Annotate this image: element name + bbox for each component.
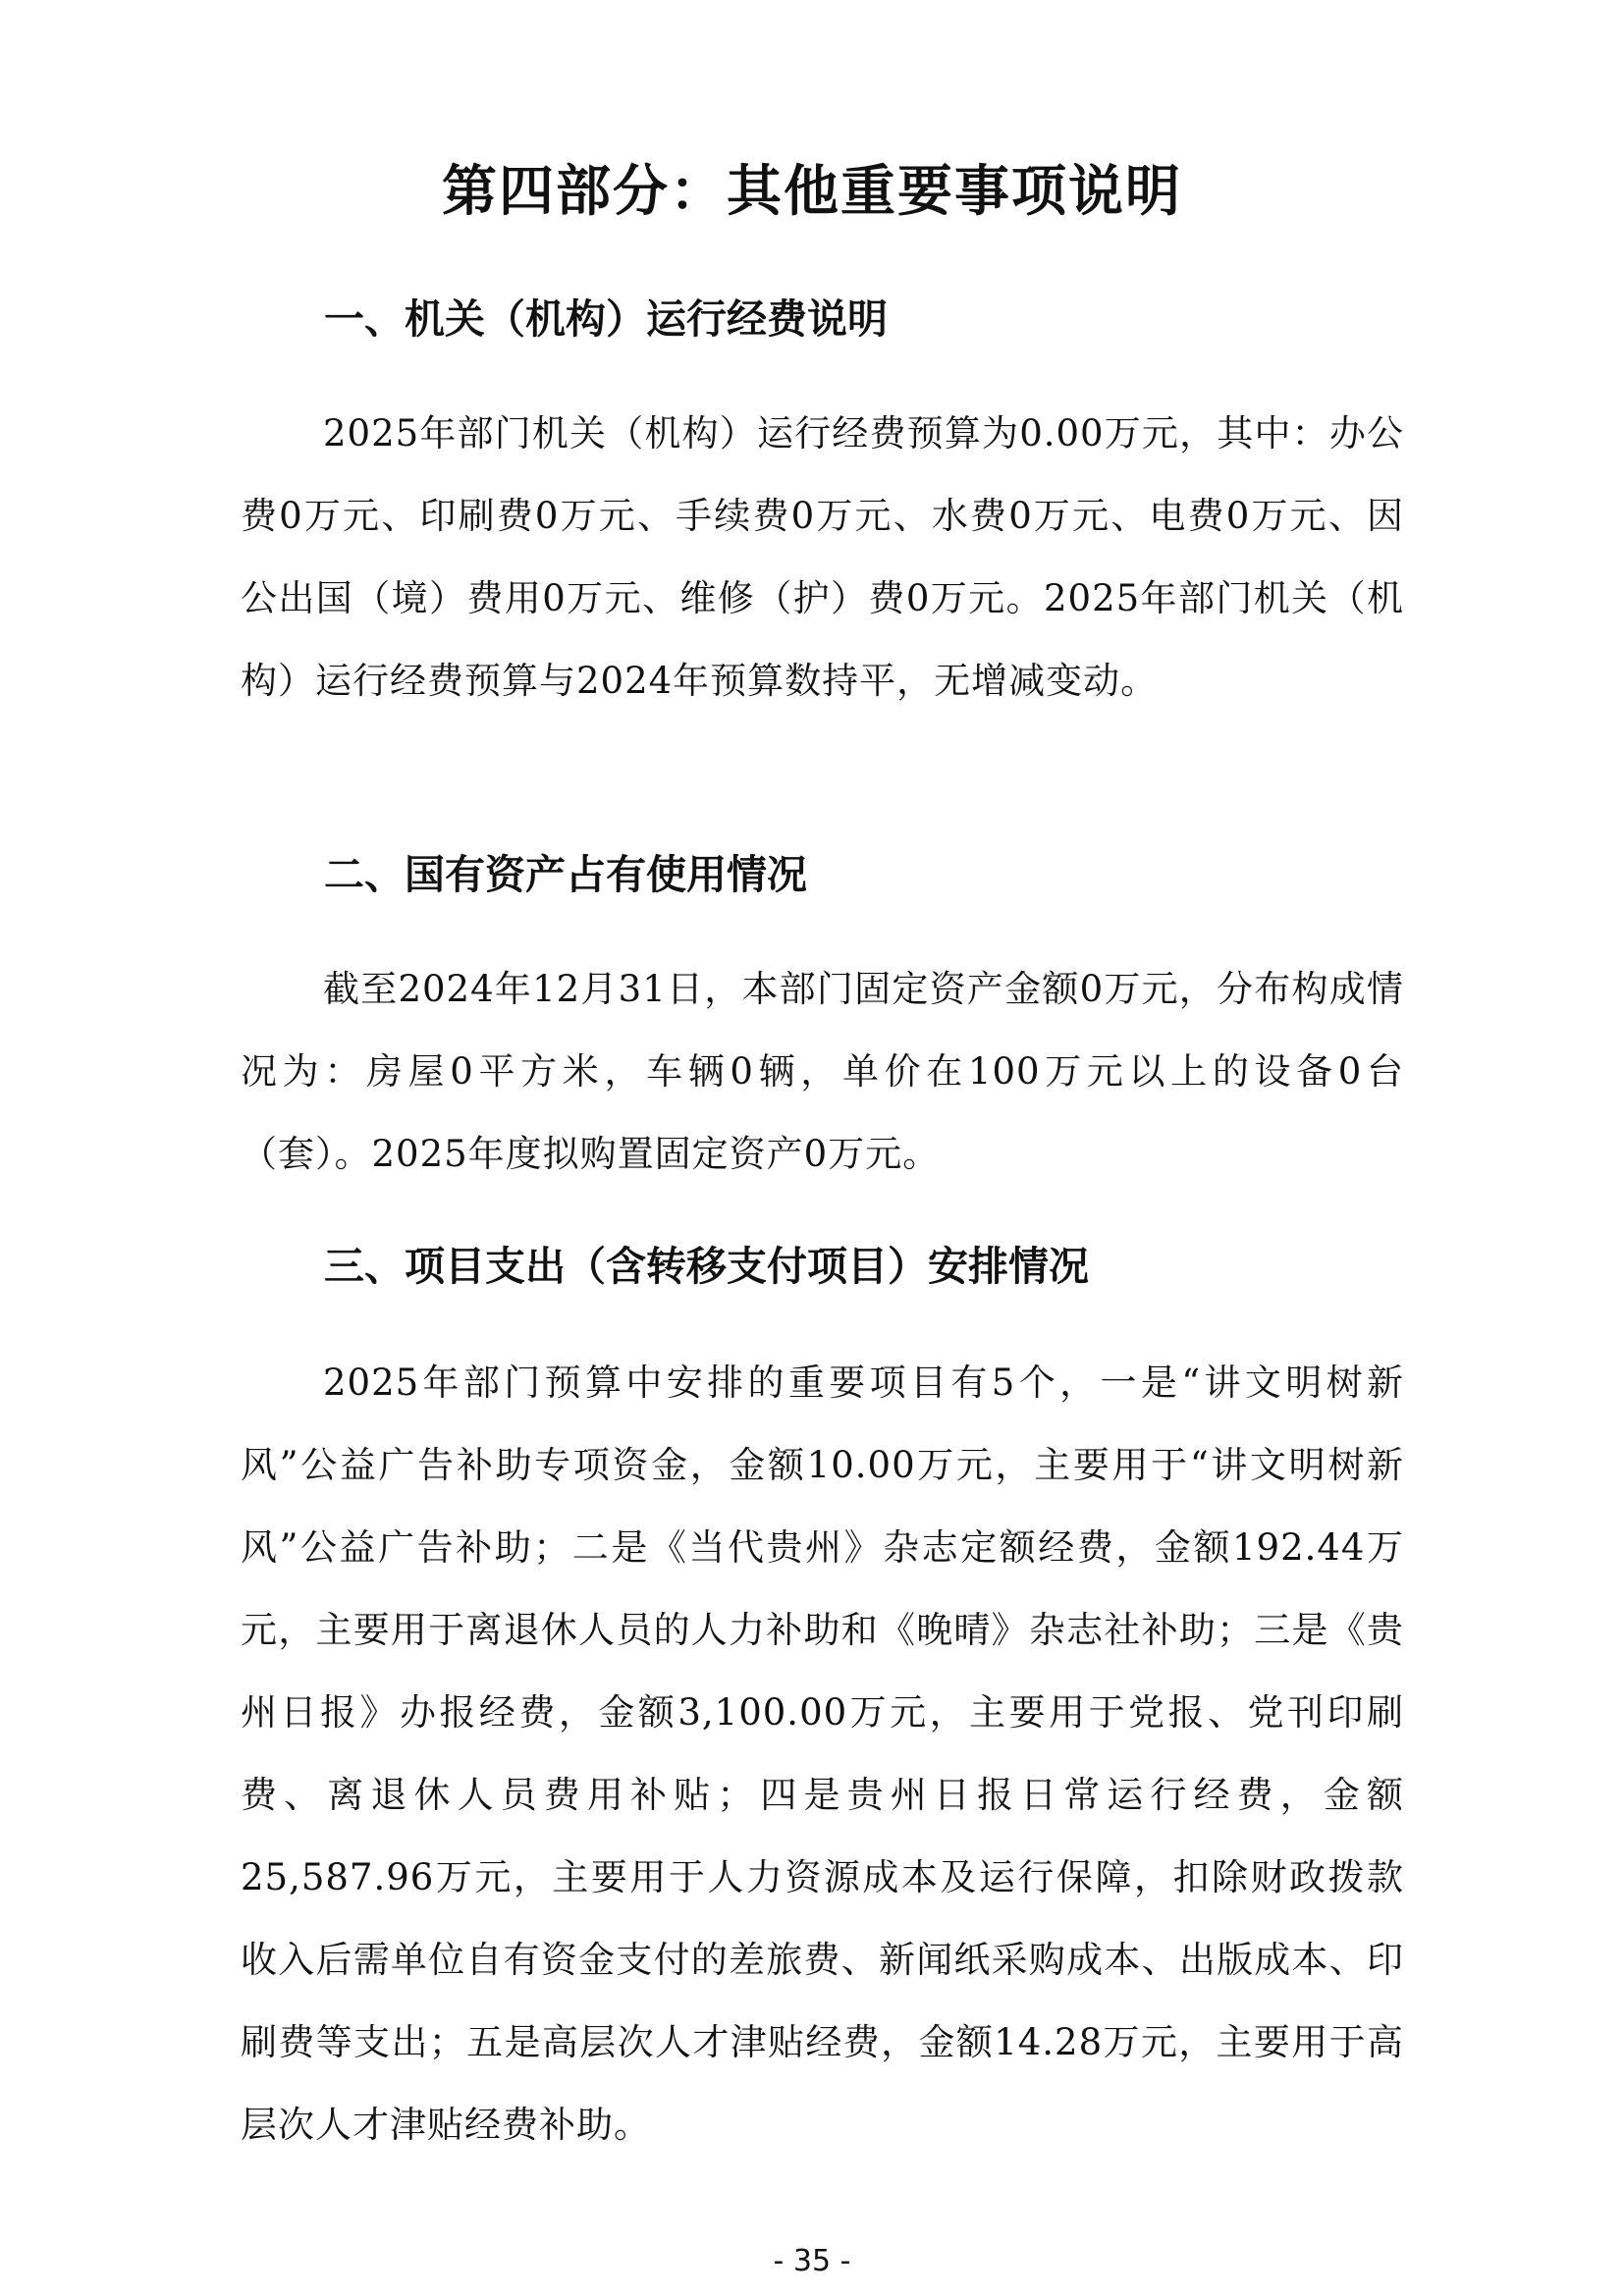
section-heading-1: 一、机关（机构）运行经费说明 [324,295,888,343]
section-paragraph-2: 截至2024年12月31日，本部门固定资产金额0万元，分布构成情况为：房屋0平方米，车辆0辆，单价在100万元以上的设备0台（套）。2025年度拟购置固定资产0万元。 [241,968,1404,1175]
section-heading-2: 二、国有资产占有使用情况 [324,851,807,898]
section-heading-3: 三、项目支出（含转移支付项目）安排情况 [324,1243,1089,1290]
section-paragraph-1: 2025年部门机关（机构）运行经费预算为0.00万元，其中：办公费0万元、印刷费0万元、手续费0万元、水费0万元、电费0万元、因公出国（境）费用0万元、维修（护）费0万元。2025年部门机关（机构）运行经费预算与2024年预算数持平，无增减变动。 [241,412,1404,702]
page-number: - 35 - [773,2244,851,2278]
page-title: 第四部分：其他重要事项说明 [442,160,1182,224]
section-paragraph-3: 2025年部门预算中安排的重要项目有5个，一是“讲文明树新风”公益广告补助专项资金，金额10.00万元，主要用于“讲文明树新风”公益广告补助；二是《当代贵州》杂志定额经费，金额192.44万元，主要用于离退休人员的人力补助和《晚晴》杂志社补助；三是《贵州日报》办报经费，金额3,100.00万元，主要用于党报、党刊印刷费、离退休人员费用补贴；四是贵州日报日常运行经费，金额25,587.96万元，主要用于人力资源成本及运行保障，扣除财政拨款收入后需单位自有资金支付的差旅费、新闻纸采购成本、出版成本、印刷费等支出；五是高层次人才津贴经费，金额14.28万元，主要用于高层次人才津贴经费补助。 [241,1362,1404,2146]
